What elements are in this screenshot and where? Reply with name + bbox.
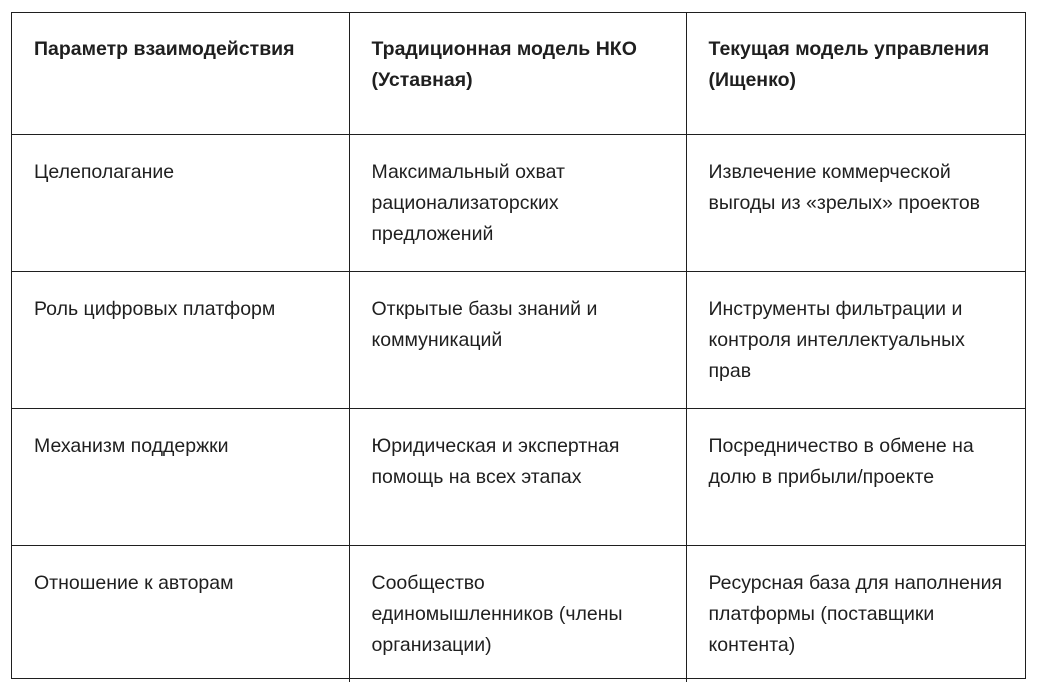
header-parameter — [12, 13, 349, 135]
cell-text: Ресурсная база для наполнения платформы (поставщики контента) — [708, 572, 1003, 656]
header-traditional-model — [349, 13, 686, 135]
table-header-row — [12, 13, 1025, 135]
header-traditional-model-label: Традиционная модель НКО (Уставная) — [371, 38, 637, 91]
cell-text: Роль цифровых платформ — [34, 298, 276, 320]
cell-text: Сообщество единомышленников (члены организации) — [371, 572, 623, 656]
comparison-table-container — [11, 12, 1026, 679]
cell-text: Посредничество в обмене на долю в прибыли/проекте — [708, 435, 974, 488]
table-cell — [12, 272, 349, 409]
table-cell — [686, 135, 1025, 272]
table-row — [12, 546, 1025, 683]
table-cell — [12, 409, 349, 546]
table-cell — [349, 135, 686, 272]
table-cell — [349, 409, 686, 546]
cell-text: Отношение к авторам — [34, 572, 234, 594]
comparison-table — [12, 13, 1025, 682]
cell-text: Извлечение коммерческой выгоды из «зрелых» проектов — [708, 161, 981, 214]
table-row — [12, 409, 1025, 546]
cell-text: Механизм поддержки — [34, 435, 229, 457]
table-cell — [12, 135, 349, 272]
table-cell — [686, 409, 1025, 546]
header-current-model-label: Текущая модель управления (Ищенко) — [708, 38, 990, 91]
table-cell — [349, 546, 686, 683]
header-parameter-label: Параметр взаимодействия — [34, 38, 295, 60]
table-cell — [686, 272, 1025, 409]
table-cell — [349, 272, 686, 409]
table-row — [12, 135, 1025, 272]
cell-text: Инструменты фильтрации и контроля интеллектуальных прав — [708, 298, 965, 382]
header-current-model — [686, 13, 1025, 135]
cell-text: Целеполагание — [34, 161, 175, 183]
table-cell — [686, 546, 1025, 683]
cell-text: Максимальный охват рационализаторских предложений — [371, 161, 565, 245]
cell-text: Юридическая и экспертная помощь на всех этапах — [371, 435, 620, 488]
table-cell — [12, 546, 349, 683]
cell-text: Открытые базы знаний и коммуникаций — [371, 298, 598, 351]
table-row — [12, 272, 1025, 409]
